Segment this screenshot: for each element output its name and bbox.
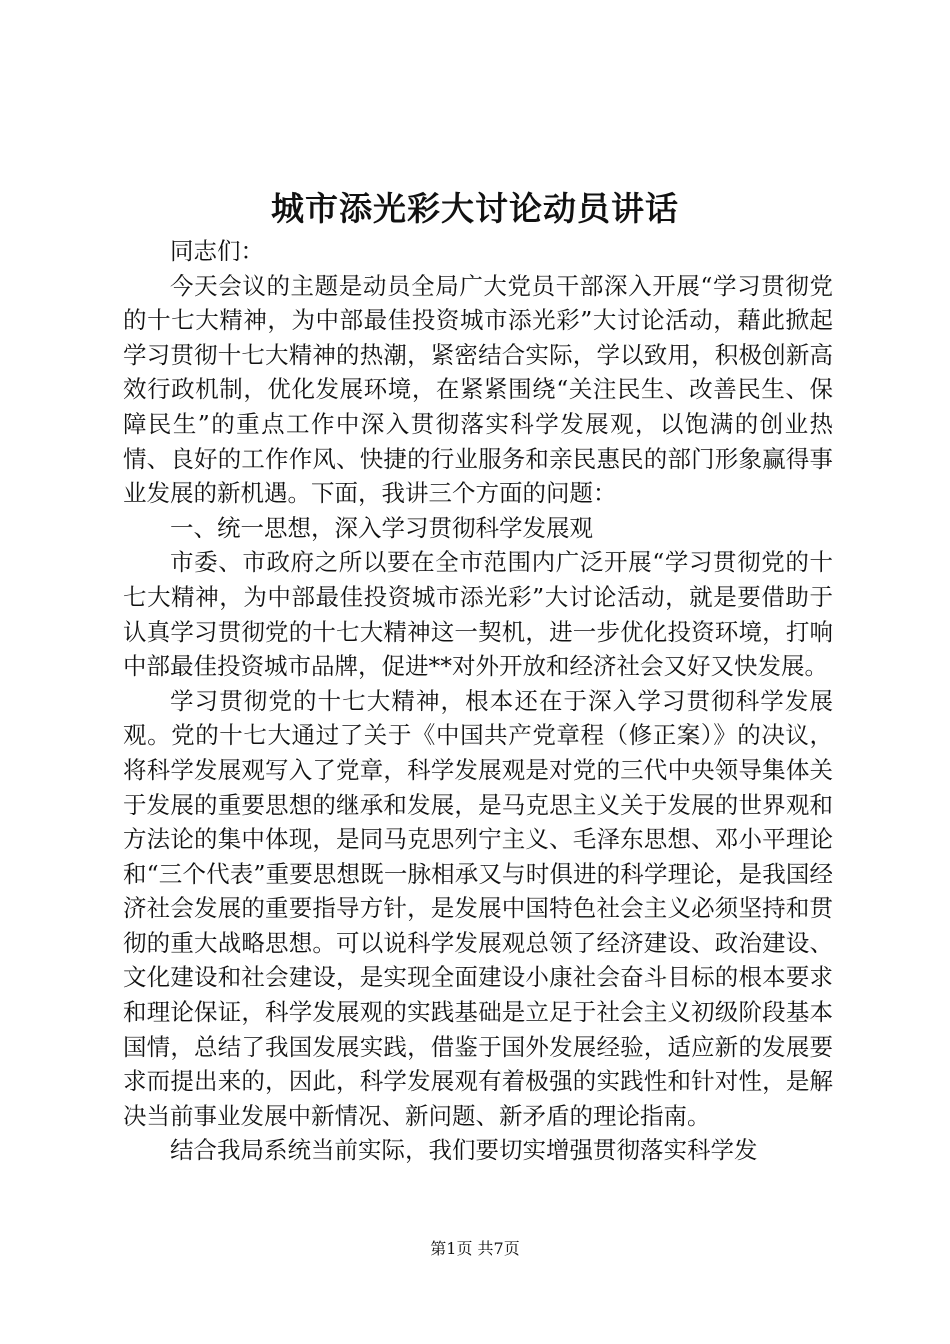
page-number-footer: 第1页 共7页 [430,1239,520,1258]
paragraph: 结合我局系统当前实际，我们要切实增强贯彻落实科学发 [170,1136,758,1165]
section-heading: 一、统一思想，深入学习贯彻科学发展观 [170,513,593,542]
document-body [123,234,833,1168]
paragraph: 今天会议的主题是动员全局广大党员干部深入开展“学习贯彻党的十七大精神，为中部最佳投资城市添光彩”大讨论活动，藉此掀起学习贯彻十七大精神的热潮，紧密结合实际，学以致用，积极创新高效行政机制，优化发展环境，在紧紧围绕“关注民生、改善民生、保障民生”的重点工作中深入贯彻落实科学发展观，以饱满的创业热情、良好的工作作风、快捷的行业服务和亲民惠民的部门形象赢得事业发展的新机遇。下面，我讲三个方面的问题： [123,271,833,508]
paragraph: 学习贯彻党的十七大精神，根本还在于深入学习贯彻科学发展观。党的十七大通过了关于《中国共产党章程（修正案）》的决议，将科学发展观写入了党章，科学发展观是对党的三代中央领导集体关于发展的重要思想的继承和发展，是马克思主义关于发展的世界观和方法论的集中体现，是同马克思列宁主义、毛泽东思想、邓小平理论和“三个代表”重要思想既一脉相承又与时俱进的科学理论，是我国经济社会发展的重要指导方针，是发展中国特色社会主义必须坚持和贯彻的重大战略思想。可以说科学发展观总领了经济建设、政治建设、文化建设和社会建设，是实现全面建设小康社会奋斗目标的根本要求和理论保证，科学发展观的实践基础是立足于社会主义初级阶段基本国情，总结了我国发展实践，借鉴于国外发展经验，适应新的发展要求而提出来的，因此，科学发展观有着极强的实践性和针对性，是解决当前事业发展中新情况、新问题、新矛盾的理论指南。 [123,686,833,1130]
paragraph: 市委、市政府之所以要在全市范围内广泛开展“学习贯彻党的十七大精神，为中部最佳投资城市添光彩”大讨论活动，就是要借助于认真学习贯彻党的十七大精神这一契机，进一步优化投资环境，打响中部最佳投资城市品牌，促进**对外开放和经济社会又好又快发展。 [123,548,833,681]
document-title: 城市添光彩大讨论动员讲话 [271,189,679,228]
salutation: 同志们： [170,237,264,265]
